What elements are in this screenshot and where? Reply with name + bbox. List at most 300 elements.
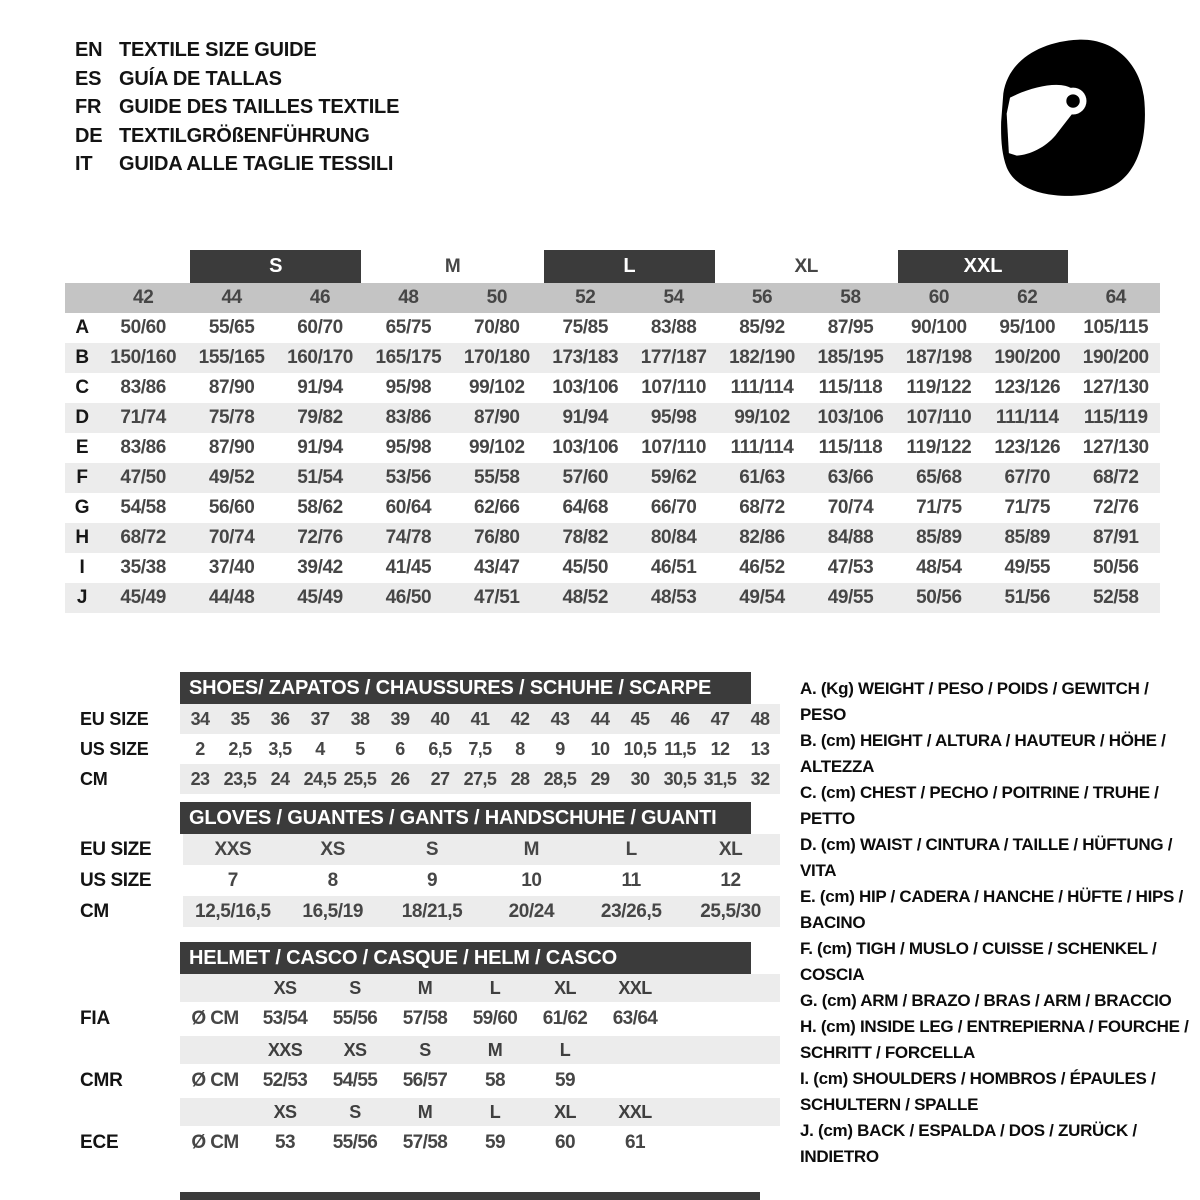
helmet-value-row (80, 1126, 780, 1160)
helmet-value-cell: 58 (485, 1070, 505, 1091)
measurement-cell: 44/48 (187, 583, 275, 613)
spacer-cell (65, 250, 187, 283)
measurement-cell: 123/126 (994, 437, 1061, 458)
numeric-size-cell: 44 (187, 283, 275, 313)
helmet-value-cell: 61/62 (542, 1008, 588, 1029)
language-code: IT (75, 153, 93, 175)
measurement-cell: 83/86 (120, 377, 166, 398)
measurement-cell: 74/78 (364, 523, 452, 553)
shoe-size-cell: 13 (750, 738, 770, 759)
row-letter-cell: G (74, 497, 90, 518)
legend-item: C. (cm) CHEST / PECHO / POITRINE / TRUHE / PETTO (800, 783, 1159, 828)
shoe-size-cell: 27,5 (460, 764, 500, 794)
language-title: GUIDE DES TAILLES TEXTILE (119, 96, 400, 118)
helmet-size-cell: L (530, 1036, 600, 1064)
legend-item: I. (cm) SHOULDERS / HOMBROS / ÉPAULES / SCHULTERN / SPALLE (800, 1069, 1156, 1114)
legend-item: A. (Kg) WEIGHT / PESO / POIDS / GEWITCH / PESO (800, 679, 1149, 724)
measurement-cell: 68/72 (739, 497, 785, 518)
glove-size-cell: 9 (426, 869, 438, 891)
size-group-cell (541, 250, 718, 283)
shoe-size-cell: 28,5 (540, 764, 580, 794)
spacer-cell (670, 1098, 780, 1126)
size-group-cell (187, 250, 364, 283)
measurement-cell: 115/119 (1071, 403, 1160, 433)
measurement-cell: 99/102 (468, 377, 525, 398)
shoe-size-cell: 42 (500, 704, 540, 734)
measurement-cell: 91/94 (541, 403, 629, 433)
shoe-size-cell: 23 (180, 764, 220, 794)
measurement-cell: 84/88 (806, 523, 894, 553)
shoes-title-bar (180, 672, 751, 704)
row-letter-cell: A (75, 317, 89, 338)
measurement-cell: 182/190 (718, 343, 806, 373)
size-data-row (80, 896, 780, 927)
shoe-size-cell: 45 (620, 704, 660, 734)
measurement-cell: 165/175 (364, 343, 452, 373)
numeric-size-cell: 48 (364, 283, 452, 313)
shoe-size-cell: 8 (515, 738, 525, 759)
measurement-cell: 75/85 (562, 317, 608, 338)
measurement-cell: 103/106 (552, 437, 619, 458)
helmet-value-cell: 60 (555, 1132, 575, 1153)
measurement-cell: 68/72 (99, 523, 187, 553)
shoe-size-cell: 6 (395, 738, 405, 759)
measurement-cell: 87/90 (453, 403, 541, 433)
measurement-cell: 123/126 (994, 377, 1061, 398)
glove-size-cell: 11 (621, 869, 641, 891)
diameter-unit-cell: Ø CM (191, 1008, 239, 1029)
measurement-cell: 50/56 (1092, 557, 1139, 578)
measurement-cell: 61/63 (718, 463, 806, 493)
measurement-cell: 60/70 (297, 317, 343, 338)
measurement-cell: 127/130 (1082, 437, 1149, 458)
measurement-row (65, 493, 1160, 523)
measurement-cell: 70/80 (474, 317, 520, 338)
helmet-section-title: HELMET / CASCO / CASQUE / HELM / CASCO (180, 942, 751, 974)
measurement-cell: 99/102 (718, 403, 806, 433)
shoe-size-cell: 32 (740, 764, 780, 794)
measurement-cell: 119/122 (906, 437, 972, 458)
measurement-cell: 72/76 (276, 523, 364, 553)
helmet-value-cell: 59 (485, 1132, 505, 1153)
measurement-row (65, 313, 1160, 343)
measurement-cell: 85/89 (983, 523, 1071, 553)
glove-size-cell: XS (283, 834, 383, 865)
row-label-cell: US SIZE (80, 869, 152, 891)
measurement-cell: 79/82 (276, 403, 364, 433)
measurement-cell: 46/51 (650, 557, 697, 578)
shoe-size-cell: 43 (540, 704, 580, 734)
cropped-section-bar (180, 1192, 760, 1200)
shoe-size-cell: 24,5 (300, 764, 340, 794)
helmet-size-cell: S (320, 974, 390, 1002)
row-label-cell: EU SIZE (80, 838, 152, 860)
measurement-cell: 47/53 (827, 557, 874, 578)
spacer-cell (1071, 250, 1160, 283)
shoe-size-cell: 34 (180, 704, 220, 734)
shoe-size-cell: 39 (380, 704, 420, 734)
measurement-cell: 160/170 (276, 343, 364, 373)
helmet-size-row (80, 1098, 780, 1126)
shoe-size-cell: 9 (555, 738, 565, 759)
spacer-cell (670, 1002, 780, 1036)
measurement-cell: 49/55 (806, 583, 894, 613)
measurement-cell: 87/90 (208, 377, 255, 398)
measurement-cell: 87/95 (827, 317, 874, 338)
glove-size-cell: 16,5/19 (283, 896, 383, 927)
gloves-title-bar (180, 802, 751, 834)
helmet-size-cell: XXL (600, 1098, 670, 1126)
shoe-size-cell: 26 (380, 764, 420, 794)
measurement-cell: 52/58 (1071, 583, 1160, 613)
shoe-size-cell: 12 (710, 738, 730, 759)
language-code: EN (75, 39, 103, 61)
measurement-cell: 58/62 (297, 497, 343, 518)
helmet-value-cell: 55/56 (332, 1008, 378, 1029)
measurement-cell: 39/42 (297, 557, 343, 578)
standard-label-cell: ECE (80, 1132, 119, 1153)
legend-item: G. (cm) ARM / BRAZO / BRAS / ARM / BRACCIO (800, 991, 1172, 1010)
spacer-cell (65, 283, 99, 313)
spacer-cell (180, 1036, 250, 1064)
measurement-cell: 95/98 (629, 403, 717, 433)
language-code: ES (75, 67, 102, 90)
measurement-row (65, 463, 1160, 493)
measurement-cell: 71/75 (916, 497, 962, 518)
numeric-size-cell: 64 (1071, 283, 1160, 313)
language-row (75, 150, 399, 179)
row-letter-cell: E (75, 437, 89, 458)
language-row (75, 65, 399, 94)
spacer-cell (180, 974, 250, 1002)
measurement-cell: 95/98 (385, 377, 432, 398)
spacer-cell (80, 1098, 180, 1126)
helmet-size-cell: M (460, 1036, 530, 1064)
helmet-size-cell: L (460, 974, 530, 1002)
shoe-size-cell: 10,5 (623, 738, 657, 759)
racing-helmet-icon (982, 33, 1154, 201)
shoe-size-cell: 4 (315, 738, 325, 759)
size-data-row (80, 734, 780, 764)
measurement-row (65, 583, 1160, 613)
helmet-value-cell: 59 (555, 1070, 575, 1091)
measurement-cell: 55/65 (208, 317, 255, 338)
garment-size-table (65, 250, 1160, 613)
gloves-section (80, 802, 780, 927)
measurement-cell: 177/187 (629, 343, 717, 373)
measurement-cell: 48/53 (629, 583, 717, 613)
measurement-cell: 187/198 (895, 343, 983, 373)
measurement-cell: 115/118 (818, 377, 883, 398)
helmet-value-cell: 59/60 (472, 1008, 518, 1029)
measurement-cell: 80/84 (629, 523, 717, 553)
measurement-cell: 66/70 (650, 497, 697, 518)
gloves-size-table (80, 834, 780, 927)
row-label-cell: EU SIZE (80, 708, 149, 729)
glove-size-cell: XXS (183, 834, 283, 865)
measurement-cell: 107/110 (641, 437, 707, 458)
size-data-row (80, 834, 780, 865)
measurement-cell: 45/50 (562, 557, 608, 578)
shoe-size-cell: 3,5 (268, 738, 292, 759)
shoe-size-cell: 41 (460, 704, 500, 734)
measurement-cell: 170/180 (453, 343, 541, 373)
measurement-cell: 65/68 (895, 463, 983, 493)
spacer-cell (670, 1064, 780, 1098)
shoe-size-cell: 36 (260, 704, 300, 734)
measurement-cell: 37/40 (208, 557, 255, 578)
measurement-cell: 35/38 (120, 557, 166, 578)
measurement-cell: 78/82 (541, 523, 629, 553)
shoe-size-cell: 30,5 (660, 764, 700, 794)
measurement-cell: 83/86 (120, 437, 166, 458)
glove-size-cell: 12,5/16,5 (183, 896, 283, 927)
measurement-row (65, 343, 1160, 373)
measurement-cell: 70/74 (187, 523, 275, 553)
measurement-cell: 91/94 (297, 377, 343, 398)
language-row (75, 93, 399, 122)
spacer-cell (80, 974, 180, 1002)
shoes-section (80, 672, 780, 794)
helmet-value-cell: 53/54 (262, 1008, 308, 1029)
glove-size-cell: 7 (227, 869, 238, 891)
measurement-cell: 82/86 (718, 523, 806, 553)
measurement-cell: 83/88 (650, 317, 697, 338)
diameter-unit-cell: Ø CM (191, 1070, 239, 1091)
legend-item: H. (cm) INSIDE LEG / ENTREPIERNA / FOURCHE / SCHRITT / FORCELLA (800, 1017, 1189, 1062)
helmet-size-cell: XL (530, 1098, 600, 1126)
measurement-cell: 119/122 (906, 377, 972, 398)
numeric-size-cell: 54 (629, 283, 717, 313)
measurement-cell: 43/47 (474, 557, 520, 578)
row-label-cell: US SIZE (80, 738, 149, 759)
measurement-cell: 71/74 (99, 403, 187, 433)
helmet-size-cell: M (390, 1098, 460, 1126)
row-letter-cell: B (65, 343, 99, 373)
measurement-cell: 63/66 (806, 463, 894, 493)
glove-size-cell: 18/21,5 (383, 896, 482, 927)
measurement-cell: 111/114 (730, 437, 794, 458)
glove-size-cell: L (581, 834, 681, 865)
legend-item: J. (cm) BACK / ESPALDA / DOS / ZURÜCK / INDIETRO (800, 1121, 1137, 1166)
measurement-row (65, 403, 1160, 433)
measurement-cell: 54/58 (120, 497, 166, 518)
measurement-cell: 75/78 (187, 403, 275, 433)
helmet-size-cell: S (390, 1036, 460, 1064)
measurement-cell: 111/114 (983, 403, 1071, 433)
shoe-size-cell: 2 (195, 738, 205, 759)
measurement-cell: 51/54 (276, 463, 364, 493)
glove-size-cell: XL (681, 834, 780, 865)
measurement-cell: 87/91 (1071, 523, 1160, 553)
measurement-cell: 67/70 (983, 463, 1071, 493)
shoe-size-cell: 40 (420, 704, 460, 734)
helmet-size-row (80, 974, 780, 1002)
helmet-size-cell (600, 1036, 670, 1064)
glove-size-cell: 12 (720, 869, 741, 891)
glove-size-cell: 25,5/30 (681, 896, 780, 927)
measurement-cell: 56/60 (208, 497, 255, 518)
shoe-size-cell: 48 (740, 704, 780, 734)
measurement-cell: 59/62 (629, 463, 717, 493)
legend-item: E. (cm) HIP / CADERA / HANCHE / HÜFTE / HIPS / BACINO (800, 887, 1183, 932)
helmet-value-cell: 61 (625, 1132, 645, 1153)
measurement-cell: 47/50 (99, 463, 187, 493)
language-title: TEXTILE SIZE GUIDE (119, 39, 317, 61)
shoe-size-cell: 31,5 (700, 764, 740, 794)
spacer-cell (80, 1036, 180, 1064)
spacer-cell (670, 1036, 780, 1064)
measurement-cell: 103/106 (806, 403, 894, 433)
measurement-cell: 91/94 (297, 437, 343, 458)
helmet-size-table (80, 974, 780, 1160)
measurement-cell: 173/183 (541, 343, 629, 373)
measurement-cell: 111/114 (730, 377, 794, 398)
measurement-cell: 85/89 (895, 523, 983, 553)
measurement-cell: 65/75 (385, 317, 432, 338)
measurement-cell: 90/100 (911, 317, 967, 338)
glove-size-cell: 23/26,5 (581, 896, 681, 927)
glove-size-cell: S (383, 834, 482, 865)
standard-label-cell: FIA (80, 1008, 111, 1029)
measurement-cell: 51/56 (983, 583, 1071, 613)
size-group-box: L (544, 250, 715, 283)
shoe-size-cell: 27 (420, 764, 460, 794)
measurement-cell: 127/130 (1082, 377, 1149, 398)
language-title-list (75, 36, 399, 179)
helmet-value-cell: 57/58 (402, 1132, 448, 1153)
measurement-cell: 55/58 (453, 463, 541, 493)
helmet-size-cell: XXL (600, 974, 670, 1002)
measurement-cell: 87/90 (208, 437, 255, 458)
diameter-unit-cell: Ø CM (191, 1132, 239, 1153)
shoe-size-cell: 38 (340, 704, 380, 734)
size-group-row (65, 250, 1160, 283)
standard-label-cell: CMR (80, 1070, 123, 1091)
shoe-size-cell: 35 (220, 704, 260, 734)
helmet-size-cell: XS (250, 974, 320, 1002)
measurement-cell: 62/66 (474, 497, 520, 518)
row-letter-cell: J (65, 583, 99, 613)
measurement-cell: 72/76 (1092, 497, 1139, 518)
helmet-size-cell: S (320, 1098, 390, 1126)
helmet-value-cell: 53 (275, 1132, 295, 1153)
glove-size-cell: 10 (521, 869, 542, 891)
measurement-cell: 46/52 (739, 557, 785, 578)
size-data-row (80, 704, 780, 734)
measurement-cell: 49/55 (1004, 557, 1051, 578)
numeric-size-cell: 52 (541, 283, 629, 313)
measurement-cell: 103/106 (552, 377, 619, 398)
shoe-size-cell: 47 (700, 704, 740, 734)
measurement-cell: 50/60 (120, 317, 166, 338)
measurement-cell: 85/92 (739, 317, 785, 338)
language-row (75, 36, 399, 65)
measurement-row (65, 433, 1160, 463)
language-code: DE (75, 124, 103, 147)
row-label-cell: CM (80, 900, 109, 922)
measurement-cell: 190/200 (983, 343, 1071, 373)
helmet-size-cell: XL (530, 974, 600, 1002)
measurement-cell: 107/110 (895, 403, 983, 433)
helmet-size-cell: L (460, 1098, 530, 1126)
shoe-size-cell: 23,5 (220, 764, 260, 794)
size-group-cell: M (444, 255, 461, 277)
numeric-size-cell: 58 (806, 283, 894, 313)
numeric-size-cell: 42 (99, 283, 187, 313)
measurement-cell: 68/72 (1071, 463, 1160, 493)
helmet-value-cell: 56/57 (402, 1070, 448, 1091)
row-letter-cell: C (75, 377, 89, 398)
helmet-value-cell: 55/56 (332, 1132, 378, 1153)
measurement-cell: 95/98 (385, 437, 432, 458)
shoe-size-cell: 28 (500, 764, 540, 794)
shoe-size-cell: 2,5 (228, 738, 252, 759)
legend-item: B. (cm) HEIGHT / ALTURA / HAUTEUR / HÖHE / ALTEZZA (800, 731, 1166, 776)
numeric-size-cell: 56 (718, 283, 806, 313)
gloves-section-title: GLOVES / GUANTES / GANTS / HANDSCHUHE / GUANTI (180, 802, 751, 834)
measurement-row (65, 523, 1160, 553)
row-letter-cell: F (65, 463, 99, 493)
numeric-size-row (65, 283, 1160, 313)
language-title: GUIDA ALLE TAGLIE TESSILI (119, 153, 394, 175)
size-group-cell (895, 250, 1072, 283)
shoe-size-cell: 10 (590, 738, 610, 759)
measurement-cell: 64/68 (562, 497, 608, 518)
measurement-cell: 70/74 (827, 497, 874, 518)
shoe-size-cell: 5 (355, 738, 365, 759)
spacer-cell (670, 974, 780, 1002)
glove-size-cell: M (481, 834, 581, 865)
helmet-title-bar (180, 942, 751, 974)
measurement-cell: 45/49 (99, 583, 187, 613)
numeric-size-cell: 62 (983, 283, 1071, 313)
measurement-cell: 115/118 (818, 437, 883, 458)
shoe-size-cell: 6,5 (428, 738, 452, 759)
helmet-size-row (80, 1036, 780, 1064)
measurement-cell: 57/60 (541, 463, 629, 493)
shoe-size-cell: 7,5 (468, 738, 492, 759)
language-title: GUÍA DE TALLAS (119, 67, 282, 90)
measurement-cell: 50/56 (895, 583, 983, 613)
glove-size-cell: 8 (327, 869, 338, 891)
language-title: TEXTILGRÖßENFÜHRUNG (119, 124, 370, 147)
glove-size-cell: 20/24 (481, 896, 581, 927)
size-group-box: S (190, 250, 361, 283)
row-letter-cell: H (65, 523, 99, 553)
row-letter-cell: D (65, 403, 99, 433)
legend-item: D. (cm) WAIST / CINTURA / TAILLE / HÜFTUNG / VITA (800, 835, 1173, 880)
shoe-size-cell: 11,5 (664, 738, 696, 759)
measurement-cell: 41/45 (385, 557, 432, 578)
language-code: FR (75, 96, 102, 118)
helmet-value-cell: 52/53 (262, 1070, 308, 1091)
measurement-cell: 185/195 (806, 343, 894, 373)
shoe-size-cell: 30 (620, 764, 660, 794)
measurement-legend (800, 676, 1198, 1170)
measurement-cell: 45/49 (276, 583, 364, 613)
helmet-size-cell: XS (320, 1036, 390, 1064)
shoes-section-title: SHOES/ ZAPATOS / CHAUSSURES / SCHUHE / SCARPE (180, 672, 751, 704)
measurement-cell: 99/102 (468, 437, 525, 458)
row-label-cell: CM (80, 768, 108, 789)
helmet-value-row (80, 1002, 780, 1036)
size-group-cell: XL (794, 255, 818, 277)
row-letter-cell: I (79, 557, 85, 578)
helmet-value-cell: 63/64 (612, 1008, 658, 1029)
size-data-row (80, 865, 780, 896)
size-group-box: XXL (898, 250, 1069, 283)
